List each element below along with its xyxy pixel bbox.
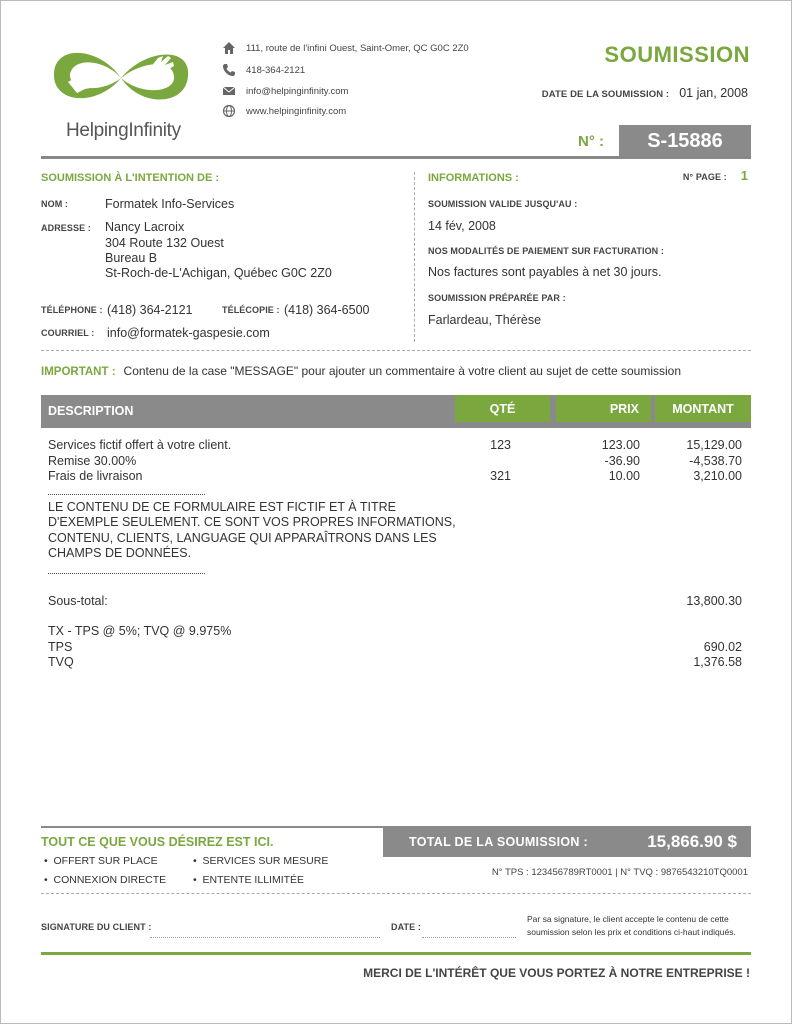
row-qty: 123 <box>490 438 511 452</box>
payment-label: NOS MODALITÉS DE PAIEMENT SUR FACTURATION : <box>428 246 664 256</box>
slogan: TOUT CE QUE VOUS DÉSIREZ EST ICI. <box>41 835 274 849</box>
header-divider <box>41 156 751 159</box>
row-price: 123.00 <box>601 438 640 452</box>
tax-description: TX - TPS @ 5%; TVQ @ 9.975% <box>48 624 232 638</box>
feature-bullet-label: CONNEXION DIRECTE <box>53 874 167 886</box>
header-description: DESCRIPTION <box>48 404 134 418</box>
client-fax-label: TÉLÉCOPIE : <box>222 305 280 315</box>
notice-line: CHAMPS DE DONNÉES. <box>48 546 192 560</box>
header-price <box>556 395 651 422</box>
footer-divider <box>41 893 751 894</box>
header-amount-label: MONTANT <box>672 401 734 416</box>
tvq-label: TVQ <box>48 655 74 669</box>
notice-line: D'EXEMPLE SEULEMENT. CE SONT VOS PROPRES INFORMATIONS, <box>48 515 456 529</box>
slogan-underline <box>41 826 383 828</box>
client-email-value[interactable]: info@formatek-gaspesie.com <box>107 326 270 340</box>
bottom-rule <box>41 952 751 955</box>
company-logo <box>46 38 196 148</box>
envelope-icon <box>222 84 236 98</box>
globe-icon <box>222 104 236 118</box>
client-heading: SOUMISSION À L'INTENTION DE : <box>41 172 220 184</box>
consent-text <box>527 913 736 939</box>
contact-phone <box>222 63 305 77</box>
page-block <box>683 168 748 183</box>
home-icon <box>222 41 236 55</box>
infinity-hands-icon <box>46 38 196 118</box>
client-fax-value: (418) 364-6500 <box>284 303 370 317</box>
document-title: SOUMISSION <box>604 42 750 67</box>
address-text: 111, route de l'infini Ouest, Saint-Omer, QC G0C 2Z0 <box>246 42 469 54</box>
notice-dots-top <box>48 494 205 495</box>
row-amount: 3,210.00 <box>693 469 742 483</box>
client-phone-label: TÉLÉPHONE : <box>41 305 103 315</box>
section-divider <box>41 350 751 351</box>
date-sign-label: DATE : <box>391 922 421 932</box>
important-text: Contenu de la case "MESSAGE" pour ajouter un commentaire à votre client au sujet de cette soumission <box>123 364 682 378</box>
total-label: TOTAL DE LA SOUMISSION : <box>409 834 588 849</box>
feature-bullet-label: ENTENTE ILLIMITÉE <box>202 874 305 886</box>
tps-label: TPS <box>48 640 73 654</box>
date-block <box>542 86 748 100</box>
row-qty: 321 <box>490 469 511 483</box>
consent-line: Par sa signature, le client accepte le contenu de cette <box>527 914 729 924</box>
subtotal-label: Sous-total: <box>48 594 108 608</box>
page-label: N° PAGE : <box>682 172 727 182</box>
page-value: 1 <box>740 168 748 183</box>
row-price: 10.00 <box>608 469 640 483</box>
contact-email <box>222 84 348 98</box>
header-qty <box>455 395 550 422</box>
client-address-line: Nancy Lacroix <box>105 220 185 234</box>
tps-value: 690.02 <box>703 640 742 654</box>
phone-icon <box>222 63 236 77</box>
notice-line: CONTENU, CLIENTS, LANGUAGE QUI APPARAÎTRONS DANS LES <box>48 531 437 545</box>
total-value: 15,866.90 $ <box>647 831 737 851</box>
row-description: Remise 30.00% <box>48 454 137 468</box>
total-box <box>383 826 751 857</box>
info-heading: INFORMATIONS : <box>428 172 519 184</box>
notice-line: LE CONTENU DE CE FORMULAIRE EST FICTIF ET À TITRE <box>48 500 396 514</box>
feature-bullet-label: SERVICES SUR MESURE <box>202 855 329 867</box>
row-price: -36.90 <box>604 454 640 468</box>
valid-label: SOUMISSION VALIDE JUSQU'AU : <box>428 199 578 209</box>
thanks-message: MERCI DE L'INTÉRÊT QUE VOUS PORTEZ À NOTRE ENTREPRISE ! <box>363 966 750 980</box>
header-qty-label: QTÉ <box>489 401 516 416</box>
feature-bullet: • SERVICES SUR MESURE <box>193 855 329 867</box>
row-amount: -4,538.70 <box>689 454 742 468</box>
email-link[interactable]: info@helpinginfinity.com <box>246 85 349 97</box>
signature-line[interactable] <box>150 937 380 938</box>
feature-bullet: • CONNEXION DIRECTE <box>44 874 167 886</box>
client-name-label: NOM : <box>41 199 68 209</box>
phone-text: 418-364-2121 <box>246 64 306 76</box>
number-label: N° : <box>578 133 604 150</box>
date-value: 01 jan, 2008 <box>679 86 748 100</box>
feature-bullet: • ENTENTE ILLIMITÉE <box>193 874 305 886</box>
client-address-line: Bureau B <box>105 251 158 265</box>
date-line[interactable] <box>422 937 516 938</box>
feature-bullet-label: OFFERT SUR PLACE <box>53 855 158 867</box>
subtotal-value: 13,800.30 <box>686 594 742 608</box>
row-description: Frais de livraison <box>48 469 143 483</box>
header-amount <box>655 395 751 422</box>
contact-website <box>222 104 346 118</box>
header-price-label: PRIX <box>609 401 639 416</box>
feature-bullet: • OFFERT SUR PLACE <box>44 855 158 867</box>
number-value: S-15886 <box>647 129 723 152</box>
client-phone-value: (418) 364-2121 <box>107 303 193 317</box>
logo-text: HelpingInfinity <box>66 120 181 141</box>
date-label: DATE DE LA SOUMISSION : <box>541 89 670 100</box>
tax-numbers: N° TPS : 123456789RT0001 | N° TVQ : 9876543210TQ0001 <box>491 867 748 878</box>
client-email-label: COURRIEL : <box>41 328 95 338</box>
important-note <box>41 364 681 378</box>
consent-line: soumission selon les prix et conditions ci-haut indiqués. <box>527 927 736 937</box>
row-description: Services fictif offert à votre client. <box>48 438 232 452</box>
payment-value: Nos factures sont payables à net 30 jours. <box>428 265 662 279</box>
column-divider <box>414 172 415 342</box>
client-address-label: ADRESSE : <box>41 223 91 233</box>
client-name-value: Formatek Info-Services <box>105 197 235 211</box>
number-box <box>619 125 751 157</box>
client-address-line: 304 Route 132 Ouest <box>105 236 224 250</box>
prepared-label: SOUMISSION PRÉPARÉE PAR : <box>428 293 566 303</box>
row-amount: 15,129.00 <box>686 438 742 452</box>
important-label: IMPORTANT : <box>41 366 116 378</box>
website-link[interactable]: www.helpinginfinity.com <box>246 105 347 117</box>
tvq-value: 1,376.58 <box>693 655 742 669</box>
signature-label: SIGNATURE DU CLIENT : <box>41 922 152 932</box>
contact-address <box>222 41 469 55</box>
client-address-line: St-Roch-de-L'Achigan, Québec G0C 2Z0 <box>105 266 332 280</box>
notice-dots-bottom <box>48 573 205 574</box>
valid-value: 14 fév, 2008 <box>428 219 496 233</box>
prepared-value: Farlardeau, Thérèse <box>428 313 542 327</box>
